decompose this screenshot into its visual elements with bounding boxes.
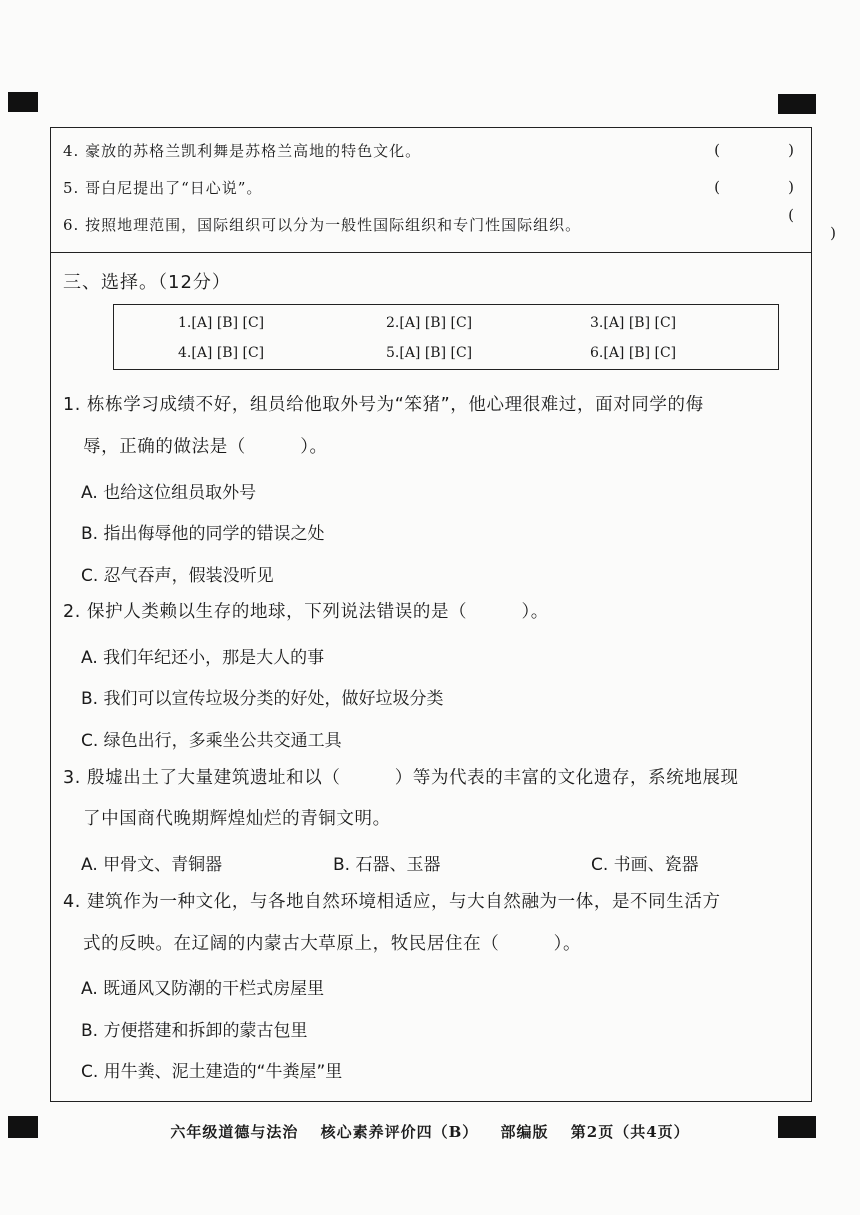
- section-title: 三、选择。（12分）: [63, 272, 231, 293]
- footer-subject: 六年级道德与法治: [170, 1123, 299, 1141]
- question-1-option-b[interactable]: B. 指出侮辱他的同学的错误之处: [81, 524, 325, 544]
- question-3-option-c[interactable]: C. 书画、瓷器: [591, 855, 699, 875]
- registration-mark-top-left: [8, 92, 38, 112]
- footer-page-number: 第2页（共4页）: [570, 1123, 690, 1141]
- question-1-line-2: 辱，正确的做法是（ ）。: [83, 437, 328, 457]
- page-footer: [0, 1121, 860, 1142]
- registration-mark-top-right: [778, 94, 816, 114]
- answer-choice-3[interactable]: 3.[A] [B] [C]: [590, 315, 677, 331]
- item-text: 6. 按照地理范围，国际组织可以分为一般性国际组织和专门性国际组织。: [63, 215, 582, 234]
- true-false-item-5: [63, 169, 795, 205]
- answer-choice-1[interactable]: 1.[A] [B] [C]: [178, 315, 265, 331]
- question-1-option-a[interactable]: A. 也给这位组员取外号: [81, 483, 257, 503]
- question-4-option-c[interactable]: C. 用牛粪、泥土建造的“牛粪屋”里: [81, 1062, 343, 1082]
- answer-blank[interactable]: (): [788, 206, 837, 242]
- question-3-line-2: 了中国商代晚期辉煌灿烂的青铜文明。: [83, 809, 391, 829]
- answer-choice-5[interactable]: 5.[A] [B] [C]: [386, 345, 473, 361]
- answer-choice-2[interactable]: 2.[A] [B] [C]: [386, 315, 473, 331]
- question-2-option-b[interactable]: B. 我们可以宣传垃圾分类的好处，做好垃圾分类: [81, 689, 444, 709]
- footer-assessment: 核心素养评价四（B）: [320, 1123, 479, 1141]
- answer-choice-6[interactable]: 6.[A] [B] [C]: [590, 345, 677, 361]
- answer-grid: [113, 304, 779, 370]
- question-4-option-b[interactable]: B. 方便搭建和拆卸的蒙古包里: [81, 1021, 308, 1041]
- question-3-line-1: 3. 殷墟出土了大量建筑遗址和以（ ）等为代表的丰富的文化遗存，系统地展现: [63, 768, 739, 788]
- question-2-line-1: 2. 保护人类赖以生存的地球，下列说法错误的是（ ）。: [63, 602, 549, 622]
- question-1-line-1: 1. 栋栋学习成绩不好，组员给他取外号为“笨猪”，他心理很难过，面对同学的侮: [63, 395, 704, 415]
- item-text: 4. 豪放的苏格兰凯利舞是苏格兰高地的特色文化。: [63, 141, 422, 160]
- question-2-option-a[interactable]: A. 我们年纪还小，那是大人的事: [81, 648, 325, 668]
- question-2-option-c[interactable]: C. 绿色出行，多乘坐公共交通工具: [81, 731, 342, 751]
- footer-edition: 部编版: [500, 1123, 549, 1141]
- answer-blank[interactable]: ( ): [714, 141, 795, 159]
- answer-blank[interactable]: ( ): [714, 178, 795, 196]
- answer-choice-4[interactable]: 4.[A] [B] [C]: [178, 345, 265, 361]
- answer-sheet-frame: [50, 127, 837, 1102]
- question-3-option-a[interactable]: A. 甲骨文、青铜器: [81, 855, 223, 875]
- true-false-item-6: [63, 206, 837, 242]
- true-false-item-4: [63, 132, 795, 168]
- question-4-line-2: 式的反映。在辽阔的内蒙古大草原上，牧民居住在（ ）。: [83, 934, 582, 954]
- question-1-option-c[interactable]: C. 忍气吞声，假装没听见: [81, 566, 274, 586]
- question-4-option-a[interactable]: A. 既通风又防潮的干栏式房屋里: [81, 979, 325, 999]
- question-4-line-1: 4. 建筑作为一种文化，与各地自然环境相适应，与大自然融为一体，是不同生活方: [63, 892, 721, 912]
- section-divider: [51, 252, 811, 253]
- question-3-option-b[interactable]: B. 石器、玉器: [333, 855, 441, 875]
- item-text: 5. 哥白尼提出了“日心说”。: [63, 178, 263, 197]
